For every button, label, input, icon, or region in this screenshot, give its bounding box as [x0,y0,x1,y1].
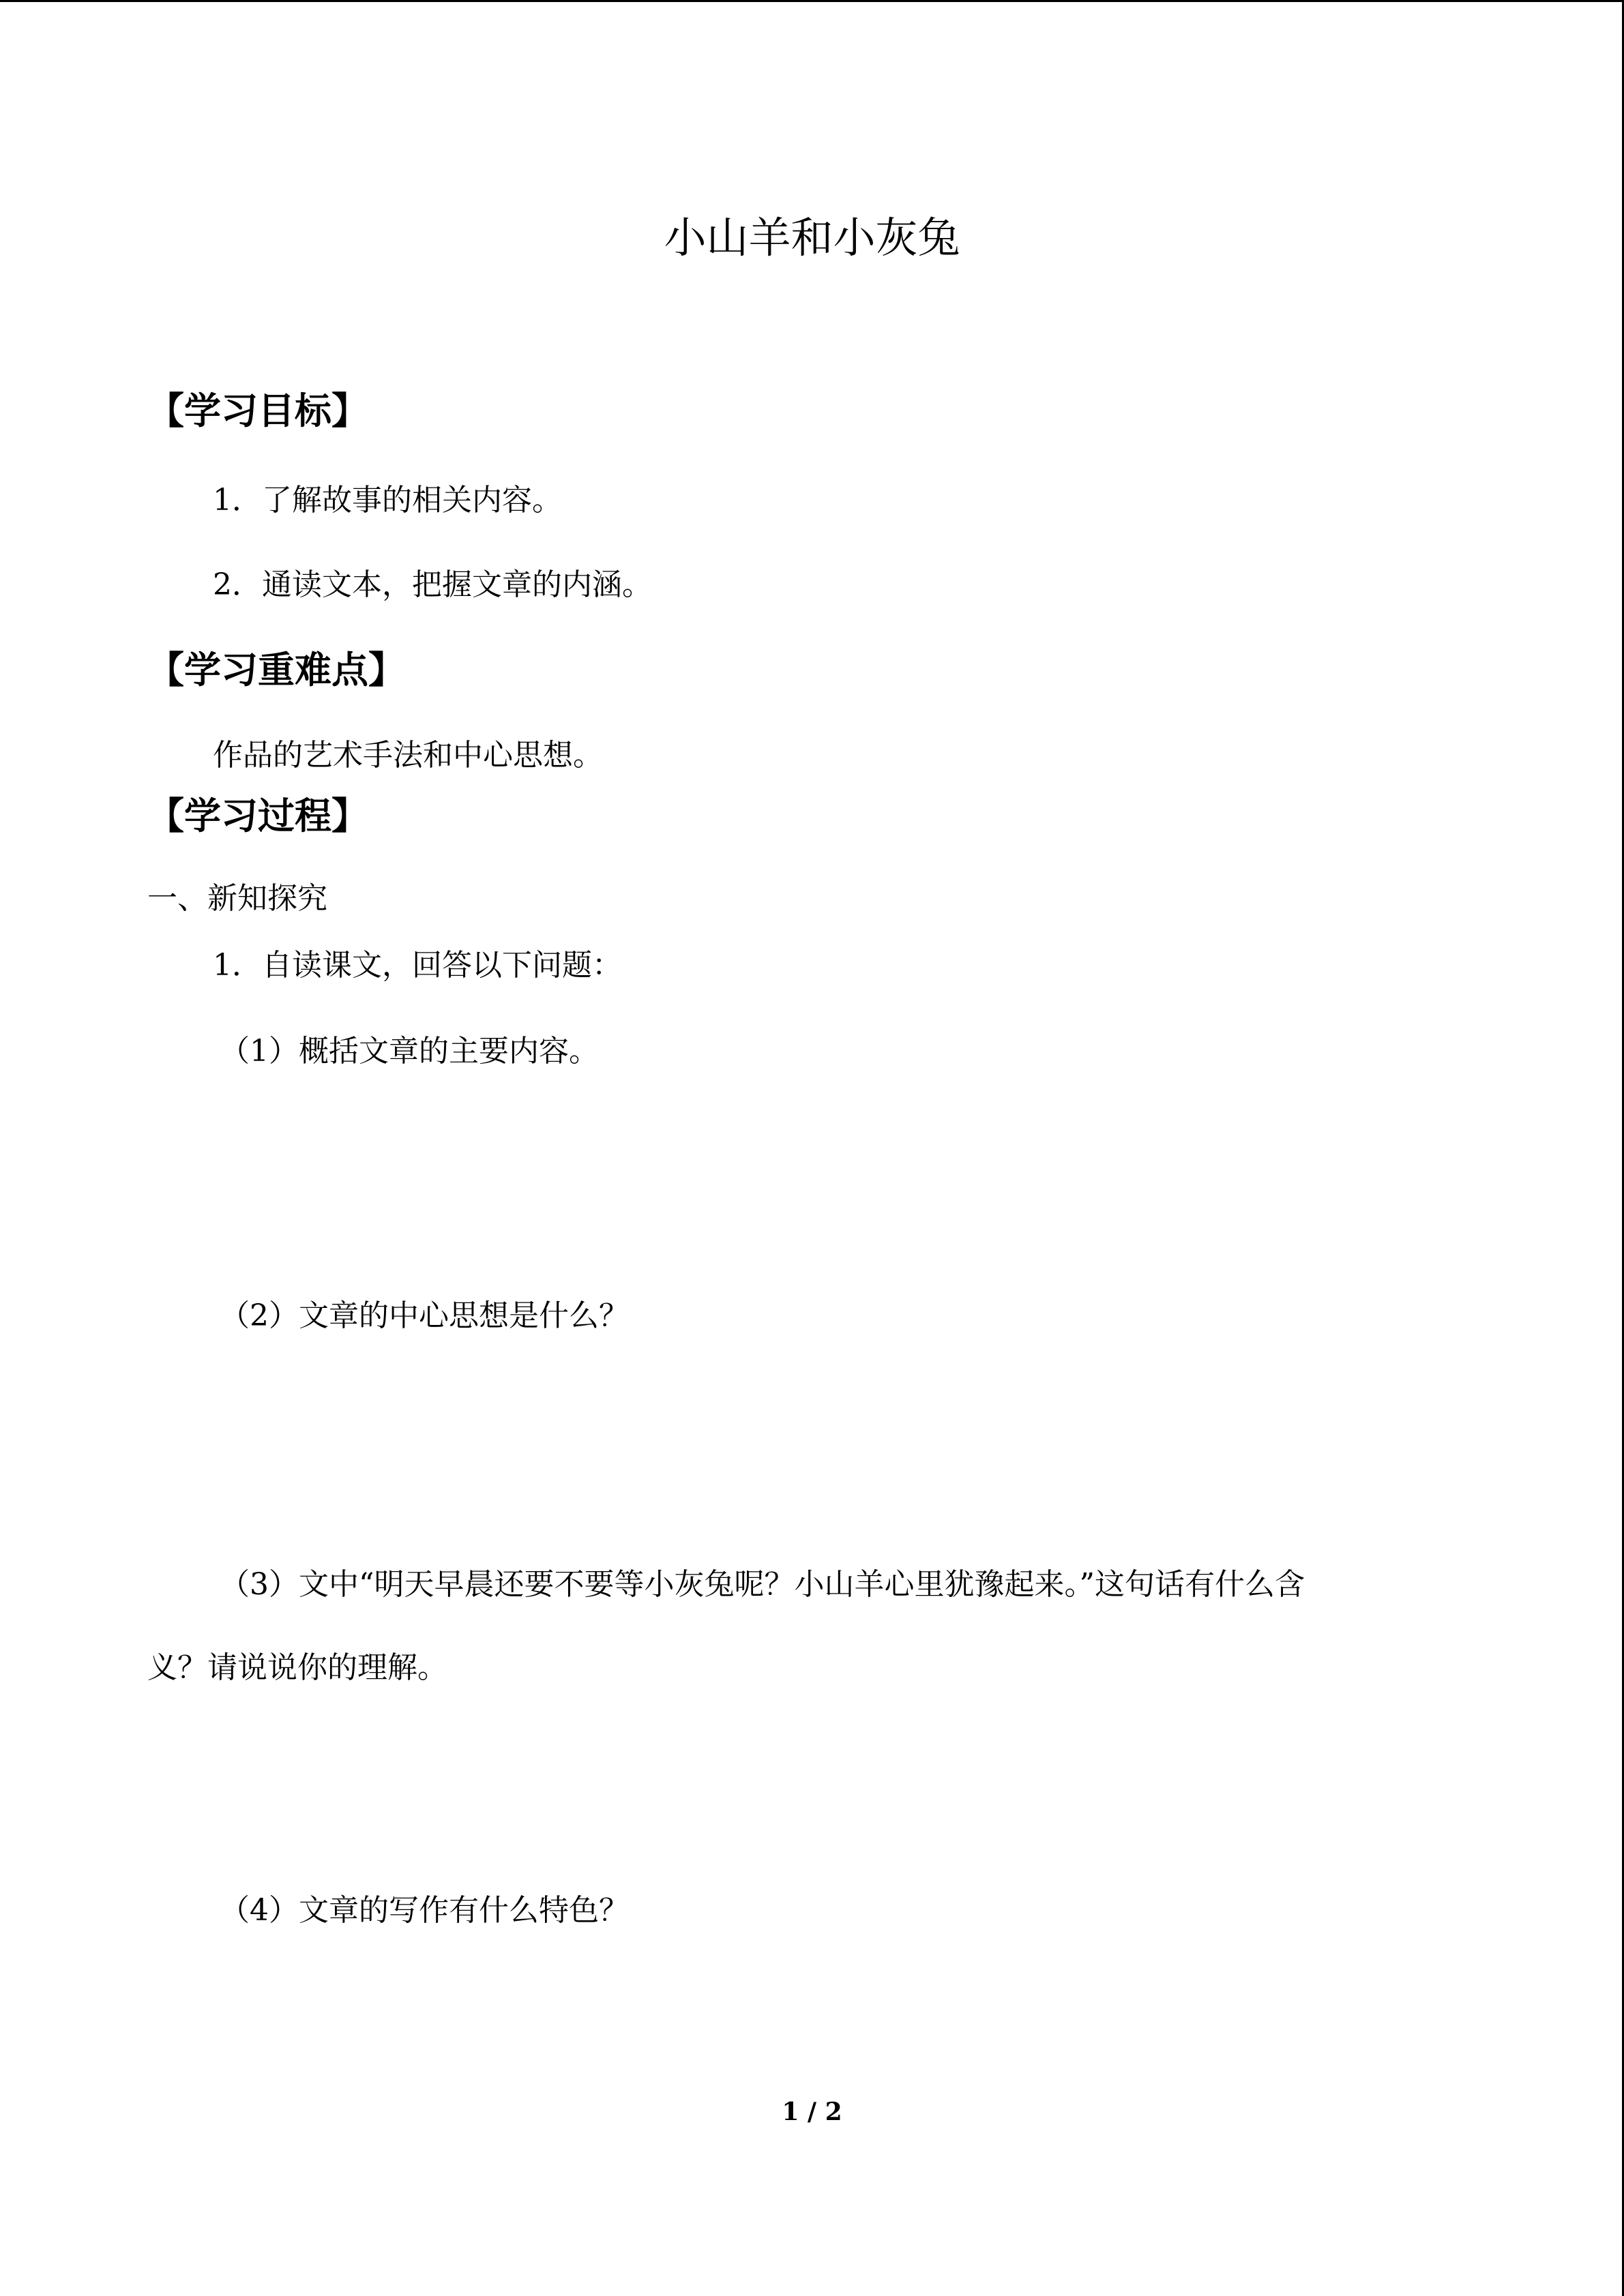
part-one-label: 一、新知探究 [147,881,327,916]
document-title: 小山羊和小灰兔 [664,213,960,263]
question-2: （2）文章的中心思想是什么？ [220,1298,629,1333]
question-3-line-1: （3）文中“明天早晨还要不要等小灰兔呢？小山羊心里犹豫起来。”这句话有什么含 [220,1567,1305,1602]
goal-item-2: 2．通读文本，把握文章的内涵。 [213,567,652,602]
task-one-label: 1．自读课文，回答以下问题： [213,948,622,983]
heading-key-points: 【学习重难点】 [147,648,405,691]
page-top-border [0,0,1624,2]
page-number: 1 / 2 [782,2098,842,2126]
question-1: （1）概括文章的主要内容。 [220,1034,599,1069]
key-points-text: 作品的艺术手法和中心思想。 [213,738,603,773]
heading-learning-process: 【学习过程】 [147,794,368,837]
goal-item-1: 1．了解故事的相关内容。 [213,483,562,518]
question-4: （4）文章的写作有什么特色？ [220,1893,629,1928]
heading-learning-goals: 【学习目标】 [147,389,368,432]
question-3-line-2: 义？请说说你的理解。 [147,1650,447,1685]
